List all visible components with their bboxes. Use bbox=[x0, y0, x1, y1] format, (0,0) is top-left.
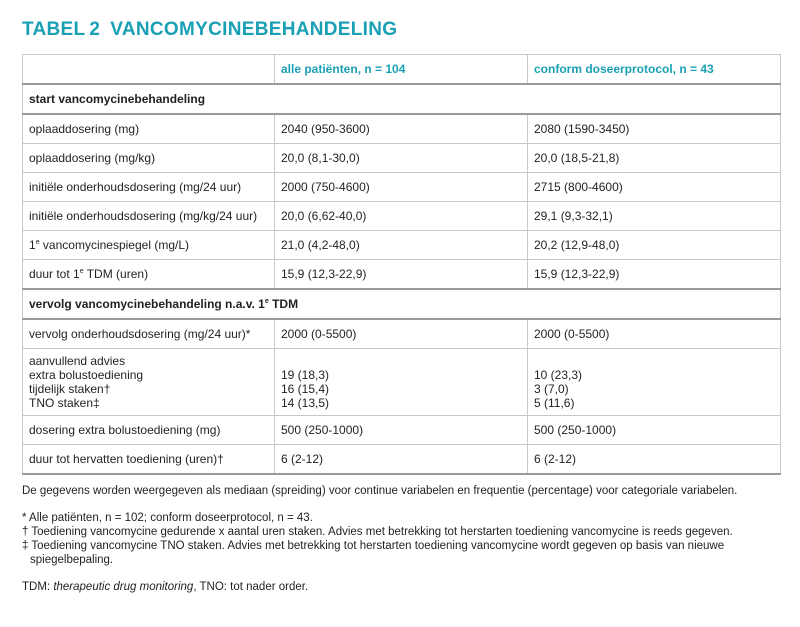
footnote-double-dagger-continued: spiegelbepaling. bbox=[30, 554, 114, 566]
table-row bbox=[23, 416, 781, 445]
row-label-prefix: 1 bbox=[29, 238, 36, 252]
row-label-prefix: duur tot 1 bbox=[29, 267, 80, 281]
title-label: TABEL bbox=[22, 19, 86, 40]
footnote-gap bbox=[22, 498, 784, 511]
section-label-suffix: TDM bbox=[268, 297, 299, 311]
cell-protocol: 29,1 (9,3-32,1) bbox=[528, 202, 781, 231]
row-label: initiële onderhoudsdosering (mg/kg/24 uur) bbox=[23, 202, 275, 231]
cell-all-patients: 20,0 (8,1-30,0) bbox=[275, 144, 528, 173]
cell-protocol: 2000 (0-5500) bbox=[528, 319, 781, 349]
advice-spacer bbox=[534, 354, 774, 368]
cell-protocol bbox=[528, 349, 781, 416]
table-figure bbox=[22, 14, 784, 594]
table-row bbox=[23, 144, 781, 173]
ordinal-superscript: e bbox=[79, 268, 84, 275]
table-title bbox=[22, 14, 784, 46]
row-label: oplaaddosering (mg/kg) bbox=[23, 144, 275, 173]
table-row bbox=[23, 231, 781, 260]
advice-value: 5 (11,6) bbox=[534, 396, 575, 410]
advice-value: 19 (18,3) bbox=[281, 368, 330, 382]
column-header-protocol: conform doseerprotocol, n = 43 bbox=[528, 55, 781, 85]
cell-all-patients: 2040 (950-3600) bbox=[275, 114, 528, 144]
advice-item-label: extra bolustoediening bbox=[29, 368, 144, 382]
cell-protocol: 15,9 (12,3-22,9) bbox=[528, 260, 781, 290]
row-label: vervolg onderhoudsdosering (mg/24 uur)* bbox=[23, 319, 275, 349]
cell-all-patients: 15,9 (12,3-22,9) bbox=[275, 260, 528, 290]
section-label: start vancomycinebehandeling bbox=[23, 84, 781, 114]
column-header-all-patients: alle patiënten, n = 104 bbox=[275, 55, 528, 85]
advice-value: 10 (23,3) bbox=[534, 368, 583, 382]
row-label: oplaaddosering (mg) bbox=[23, 114, 275, 144]
cell-all-patients: 500 (250-1000) bbox=[275, 416, 528, 445]
abbr-tno: , TNO: tot nader order. bbox=[193, 581, 309, 593]
table-row bbox=[23, 319, 781, 349]
row-label bbox=[23, 231, 275, 260]
footnote-double-dagger: ‡ Toediening vancomycine TNO staken. Advies met betrekking tot herstarten toediening vancomycine wordt gegeven op basis van nieuwe bbox=[22, 540, 725, 552]
cell-all-patients: 6 (2-12) bbox=[275, 445, 528, 475]
footnote-star: * Alle patiënten, n = 102; conform doseerprotocol, n = 43. bbox=[22, 512, 313, 524]
table-row-advice bbox=[23, 349, 781, 416]
advice-value: 14 (13,5) bbox=[281, 396, 330, 410]
row-label bbox=[23, 349, 275, 416]
cell-protocol: 20,0 (18,5-21,8) bbox=[528, 144, 781, 173]
cell-all-patients: 2000 (0-5500) bbox=[275, 319, 528, 349]
advice-item-label: TNO staken‡ bbox=[29, 396, 100, 410]
column-header-empty bbox=[23, 55, 275, 85]
section-start-treatment bbox=[23, 84, 781, 114]
title-text: VANCOMYCINEBEHANDELING bbox=[110, 19, 398, 40]
ordinal-superscript: e bbox=[264, 298, 269, 305]
row-label: dosering extra bolustoediening (mg) bbox=[23, 416, 275, 445]
row-label-suffix: vancomycinespiegel (mg/L) bbox=[39, 238, 189, 252]
advice-heading: aanvullend advies bbox=[29, 354, 126, 368]
table-header-row bbox=[23, 55, 781, 85]
row-label: duur tot hervatten toediening (uren)† bbox=[23, 445, 275, 475]
table-row bbox=[23, 260, 781, 290]
abbr-tdm-text: therapeutic drug monitoring bbox=[53, 581, 194, 593]
table-row bbox=[23, 114, 781, 144]
advice-item-label: tijdelijk staken† bbox=[29, 382, 111, 396]
row-label-suffix: TDM (uren) bbox=[83, 267, 149, 281]
cell-protocol: 6 (2-12) bbox=[528, 445, 781, 475]
footnote-dagger: † Toediening vancomycine gedurende x aantal uren staken. Advies met betrekking tot herstarten toediening vancomycine is reeds gegeven. bbox=[22, 526, 733, 538]
table-footnotes bbox=[22, 484, 784, 594]
section-follow-up-treatment bbox=[23, 289, 781, 319]
title-number: 2 bbox=[89, 19, 101, 40]
table-row bbox=[23, 173, 781, 202]
row-label bbox=[23, 260, 275, 290]
cell-protocol: 500 (250-1000) bbox=[528, 416, 781, 445]
section-label-prefix: vervolg vancomycinebehandeling n.a.v. 1 bbox=[29, 297, 265, 311]
cell-protocol: 20,2 (12,9-48,0) bbox=[528, 231, 781, 260]
footnote-summary: De gegevens worden weergegeven als mediaan (spreiding) voor continue variabelen en frequentie (percentage) voor categoriale variabelen. bbox=[22, 485, 738, 497]
section-label bbox=[23, 289, 781, 319]
row-label: initiële onderhoudsdosering (mg/24 uur) bbox=[23, 173, 275, 202]
vancomycin-table bbox=[22, 54, 781, 475]
ordinal-superscript: e bbox=[35, 239, 40, 246]
cell-all-patients: 21,0 (4,2-48,0) bbox=[275, 231, 528, 260]
advice-value: 3 (7,0) bbox=[534, 382, 569, 396]
cell-protocol: 2715 (800-4600) bbox=[528, 173, 781, 202]
cell-all-patients bbox=[275, 349, 528, 416]
cell-all-patients: 2000 (750-4600) bbox=[275, 173, 528, 202]
advice-value: 16 (15,4) bbox=[281, 382, 330, 396]
table-row bbox=[23, 202, 781, 231]
footnote-abbreviations bbox=[22, 580, 784, 594]
table-row bbox=[23, 445, 781, 475]
cell-protocol: 2080 (1590-3450) bbox=[528, 114, 781, 144]
footnote-gap bbox=[22, 567, 784, 580]
advice-spacer bbox=[281, 354, 521, 368]
cell-all-patients: 20,0 (6,62-40,0) bbox=[275, 202, 528, 231]
abbr-tdm-label: TDM: bbox=[22, 581, 54, 593]
